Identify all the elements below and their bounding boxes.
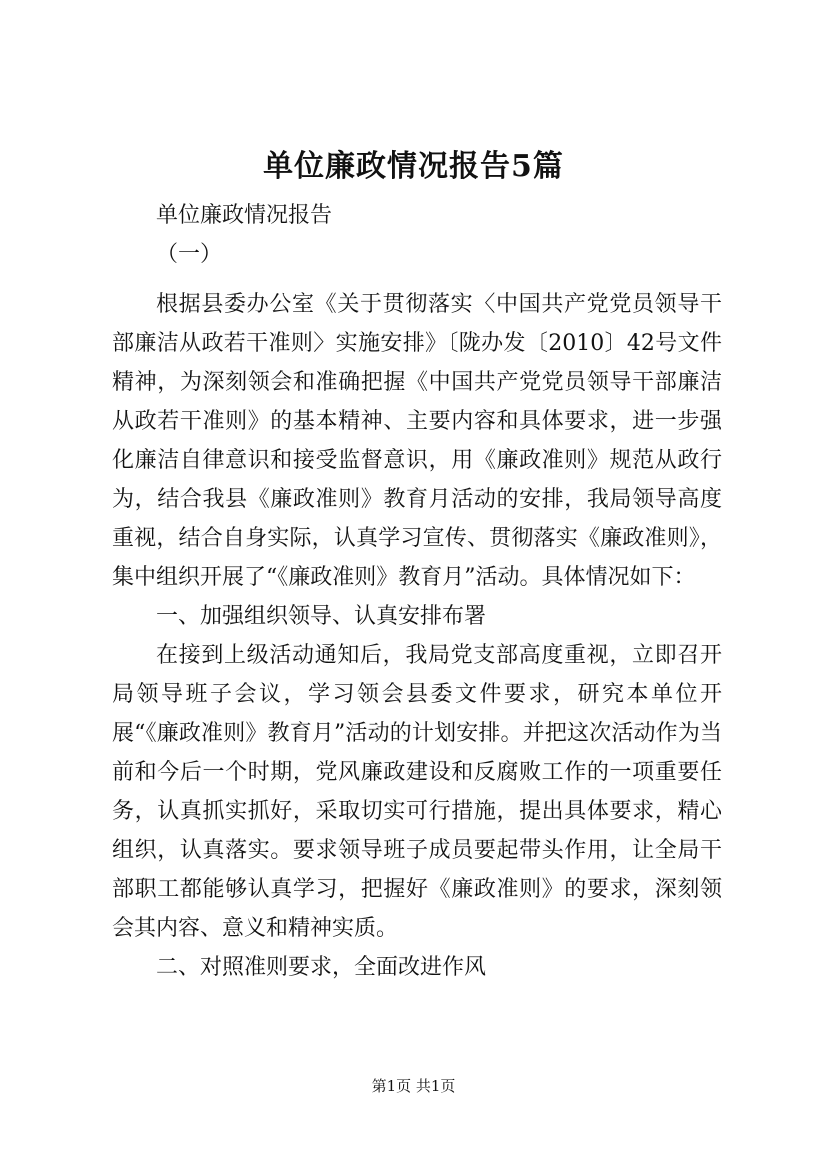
document-body (112, 196, 722, 987)
section-heading-1: 一、加强组织领导、认真安排布署 (156, 604, 487, 629)
section-heading-2: 二、对照准则要求，全面改进作风 (156, 955, 487, 980)
part-marker (112, 235, 722, 274)
part-marker-text: （一） (156, 242, 223, 267)
document-title: 单位廉政情况报告5篇 (263, 149, 564, 184)
body-paragraph-section-1: 在接到上级活动通知后，我局党支部高度重视，立即召开局领导班子会议，学习领会县委文件要求，研究本单位开展“《廉政准则》教育月”活动的计划安排。并把这次活动作为当前和今后一个时期，党风廉政建设和反腐败工作的一项重要任务，认真抓实抓好，采取切实可行措施，提出具体要求，精心组织，认真落实。要求领导班子成员要起带头作用，让全局干部职工都能够认真学习，把握好《廉政准则》的要求，深刻领会其内容、意义和精神实质。 (112, 643, 722, 941)
body-paragraph-intro: 根据县委办公室《关于贯彻落实〈中国共产党党员领导干部廉洁从政若干准则〉实施安排》〔陇办发〔2010〕42号文件精神，为深刻领会和准确把握《中国共产党党员领导干部廉洁从政若干准则》的基本精神、主要内容和具体要求，进一步强化廉洁自律意识和接受监督意识，用《廉政准则》规范从政行为，结合我县《廉政准则》教育月活动的安排，我局领导高度重视，结合自身实际，认真学习宣传、贯彻落实《廉政准则》，集中组织开展了“《廉政准则》教育月”活动。具体情况如下： (112, 292, 722, 590)
spacer (112, 274, 722, 285)
page-footer: 第1页 共1页 (371, 1077, 456, 1095)
document-subtitle: 单位廉政情况报告 (156, 203, 333, 228)
